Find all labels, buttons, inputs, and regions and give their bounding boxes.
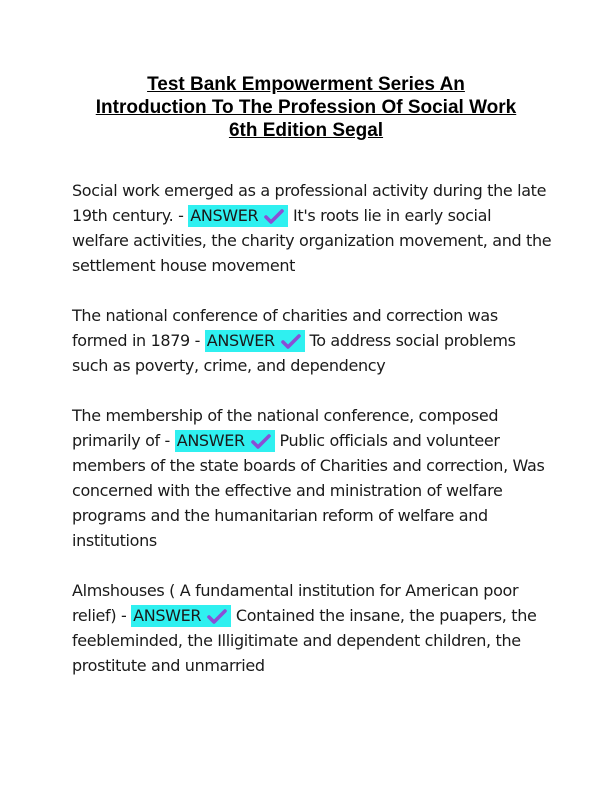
answer-badge — [175, 430, 275, 452]
question-text: Social work emerged as a professional activity during the late 19th century. - — [72, 181, 547, 225]
qa-item-2 — [72, 303, 552, 378]
check-icon — [207, 608, 227, 624]
title-line-3: 6th Edition Segal — [228, 120, 384, 141]
qa-item-3 — [72, 403, 552, 553]
answer-badge — [205, 330, 305, 352]
document-title — [40, 73, 572, 142]
question-text: Almshouses ( A fundamental institution for American poor relief) - — [72, 581, 519, 625]
question-text: The national conference of charities and correction was formed in 1879 - — [72, 306, 498, 350]
title-line-1: Test Bank Empowerment Series An — [147, 74, 465, 95]
answer-label: ANSWER — [176, 431, 245, 450]
qa-item-4 — [72, 578, 552, 678]
answer-label: ANSWER — [133, 606, 202, 625]
qa-item-1 — [72, 178, 552, 278]
check-icon — [251, 433, 271, 449]
answer-text: It's roots lie in early social welfare activities, the charity organization movement, and the settlement house movement — [72, 206, 552, 275]
answer-text: Contained the insane, the puapers, the feebleminded, the Illigitimate and dependent children, the prostitute and unmarried — [72, 606, 537, 675]
answer-badge — [131, 605, 231, 627]
check-icon — [264, 208, 284, 224]
check-icon — [281, 333, 301, 349]
title-line-2: Introduction To The Profession Of Social Work — [95, 97, 517, 118]
question-text: The membership of the national conference, composed primarily of - — [72, 406, 499, 450]
answer-label: ANSWER — [190, 206, 259, 225]
answer-text: To address social problems such as poverty, crime, and dependency — [72, 331, 516, 375]
answer-badge — [188, 205, 288, 227]
answer-label: ANSWER — [206, 331, 275, 350]
answer-text: Public officials and volunteer members of the state boards of Charities and correction, Was concerned with the effective and ministration of welfare programs and the humanitarian reform of welfare and institutions — [72, 431, 545, 550]
